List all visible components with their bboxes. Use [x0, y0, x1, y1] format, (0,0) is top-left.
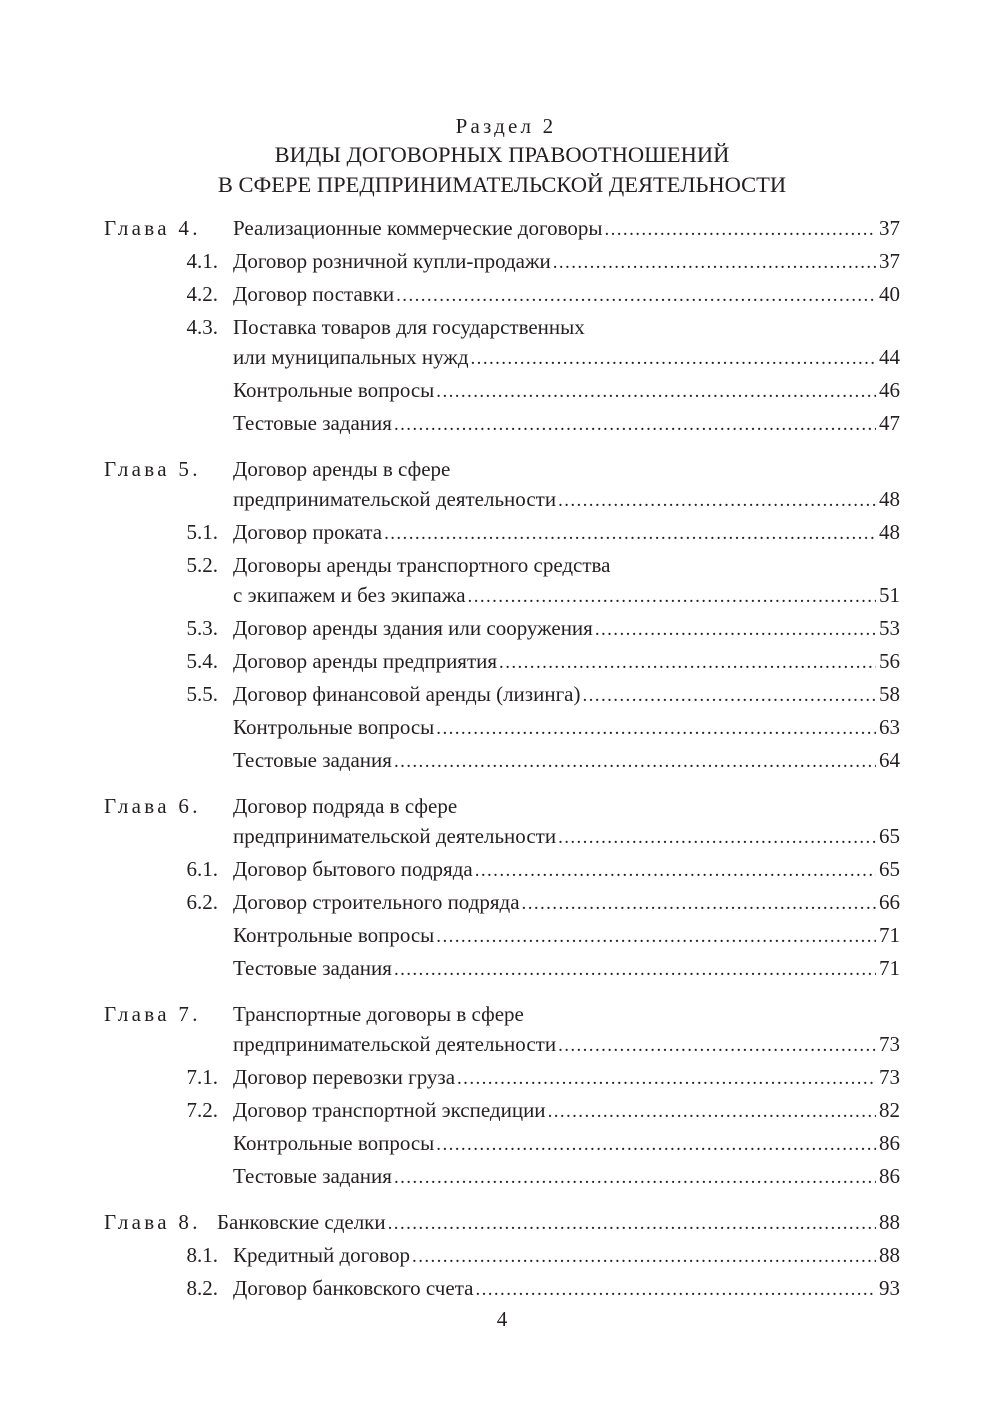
entry-title: Договор розничной купли-продажи [233, 249, 551, 273]
dot-leader [384, 519, 876, 549]
table-of-contents [104, 213, 900, 1319]
toc-entry-first-line[interactable] [104, 312, 900, 342]
dot-leader [394, 410, 876, 440]
entry-number: 4.2. [186, 282, 218, 306]
entry-title-line-1: Договоры аренды транспортного средства [233, 553, 611, 577]
page-number: 40 [879, 282, 900, 306]
page-footer-number: 4 [496, 1307, 508, 1331]
dot-leader [394, 747, 876, 777]
chapter-label: Глава 5. [104, 457, 201, 481]
dot-leader [475, 1275, 876, 1305]
toc-entry[interactable] [104, 712, 900, 745]
entry-title: с экипажем и без экипажа [233, 583, 466, 607]
page-number: 56 [879, 649, 900, 673]
entry-title: Контрольные вопросы [233, 378, 435, 402]
entry-title: Договор бытового подряда [233, 857, 473, 881]
chapter-heading[interactable] [104, 484, 900, 517]
section-title-line-1: ВИДЫ ДОГОВОРНЫХ ПРАВООТНОШЕНИЙ [274, 142, 730, 167]
toc-entry[interactable] [104, 613, 900, 646]
entry-number: 4.3. [186, 315, 218, 339]
entry-number: 7.1. [186, 1065, 218, 1089]
section-header [0, 112, 1004, 200]
page-number: 48 [879, 520, 900, 544]
entry-number: 5.2. [186, 553, 218, 577]
toc-entry[interactable] [104, 1128, 900, 1161]
chapter-title: Банковские сделки [217, 1210, 386, 1234]
entry-title: Кредитный договор [233, 1243, 411, 1267]
dot-leader [436, 1130, 876, 1160]
dot-leader [583, 681, 877, 711]
chapter-title: предпринимательской деятельности [233, 824, 557, 848]
entry-title: Договор транспортной экспедиции [233, 1098, 546, 1122]
dot-leader [595, 615, 876, 645]
chapter-title: Реализационные коммерческие договоры [233, 216, 603, 240]
entry-title: Договор аренды предприятия [233, 649, 498, 673]
toc-entry[interactable] [104, 745, 900, 778]
toc-entry[interactable] [104, 854, 900, 887]
dot-leader [457, 1064, 876, 1094]
entry-title: Контрольные вопросы [233, 715, 435, 739]
dot-leader [436, 377, 876, 407]
dot-leader [394, 1163, 876, 1193]
page-number: 64 [879, 748, 900, 772]
page-number: 88 [879, 1243, 900, 1267]
entry-title: Контрольные вопросы [233, 1131, 435, 1155]
toc-entry[interactable] [104, 375, 900, 408]
chapter-label: Глава 7. [104, 1002, 201, 1026]
chapter-label: Глава 8. [104, 1210, 201, 1234]
page-number: 93 [879, 1276, 900, 1300]
chapter-title: предпринимательской деятельности [233, 487, 557, 511]
toc-entry[interactable] [104, 646, 900, 679]
entry-title: Договор поставки [233, 282, 395, 306]
toc-entry[interactable] [104, 580, 900, 613]
toc-entry[interactable] [104, 517, 900, 550]
entry-number: 6.1. [186, 857, 218, 881]
chapter-heading-first-line[interactable] [104, 791, 900, 821]
entry-title: Договор аренды здания или сооружения [233, 616, 593, 640]
entry-title: Тестовые задания [233, 411, 392, 435]
entry-title: Тестовые задания [233, 748, 392, 772]
entry-number: 6.2. [186, 890, 218, 914]
dot-leader [522, 889, 876, 919]
toc-entry[interactable] [104, 887, 900, 920]
toc-entry[interactable] [104, 342, 900, 375]
toc-entry[interactable] [104, 1161, 900, 1194]
entry-title: Договор банковского счета [233, 1276, 474, 1300]
dot-leader [412, 1242, 876, 1272]
entry-title: Договор проката [233, 520, 383, 544]
page-number: 46 [879, 378, 900, 402]
chapter-title: предпринимательской деятельности [233, 1032, 557, 1056]
toc-entry[interactable] [104, 1273, 900, 1306]
page-number: 47 [879, 411, 900, 435]
dot-leader [558, 823, 876, 853]
chapter-heading[interactable] [104, 821, 900, 854]
dot-leader [436, 714, 876, 744]
entry-title: Договор финансовой аренды (лизинга) [233, 682, 581, 706]
toc-entry[interactable] [104, 679, 900, 712]
page-number: 44 [879, 345, 900, 369]
page-number: 58 [879, 682, 900, 706]
chapter-heading[interactable] [104, 213, 900, 246]
toc-entry[interactable] [104, 953, 900, 986]
page-number: 63 [879, 715, 900, 739]
section-label: Раздел 2 [455, 114, 557, 138]
page-number: 66 [879, 890, 900, 914]
chapter-label: Глава 4. [104, 216, 201, 240]
toc-entry[interactable] [104, 408, 900, 441]
entry-title: Тестовые задания [233, 956, 392, 980]
dot-leader [553, 248, 876, 278]
dot-leader [468, 582, 876, 612]
entry-title: Договор перевозки груза [233, 1065, 456, 1089]
chapter-heading-first-line[interactable] [104, 999, 900, 1029]
toc-entry[interactable] [104, 1062, 900, 1095]
chapter-label: Глава 6. [104, 794, 201, 818]
page-number: 65 [879, 824, 900, 848]
dot-leader [396, 281, 876, 311]
entry-number: 5.5. [186, 682, 218, 706]
page-number: 73 [879, 1032, 900, 1056]
chapter-6 [104, 791, 900, 986]
entry-number: 8.1. [186, 1243, 218, 1267]
page-number: 82 [879, 1098, 900, 1122]
chapter-heading[interactable] [104, 1207, 900, 1240]
dot-leader [499, 648, 876, 678]
chapter-title-line-1: Договор аренды в сфере [233, 457, 451, 481]
dot-leader [471, 344, 876, 374]
toc-entry[interactable] [104, 246, 900, 279]
page-number: 37 [879, 249, 900, 273]
dot-leader [388, 1209, 876, 1239]
chapter-heading-first-line[interactable] [104, 454, 900, 484]
chapter-title-line-1: Договор подряда в сфере [233, 794, 458, 818]
dot-leader [558, 486, 876, 516]
toc-entry[interactable] [104, 1095, 900, 1128]
chapter-4 [104, 213, 900, 441]
page-number: 88 [879, 1210, 900, 1234]
entry-number: 4.1. [186, 249, 218, 273]
toc-entry[interactable] [104, 920, 900, 953]
entry-title: Тестовые задания [233, 1164, 392, 1188]
page-number: 86 [879, 1131, 900, 1155]
page-number: 86 [879, 1164, 900, 1188]
page-number: 37 [879, 216, 900, 240]
page-number: 48 [879, 487, 900, 511]
dot-leader [394, 955, 876, 985]
chapter-8 [104, 1207, 900, 1306]
entry-number: 5.3. [186, 616, 218, 640]
page-number: 65 [879, 857, 900, 881]
dot-leader [475, 856, 876, 886]
entry-number: 5.4. [186, 649, 218, 673]
entry-number: 8.2. [186, 1276, 218, 1300]
entry-title-line-1: Поставка товаров для государственных [233, 315, 585, 339]
page-number: 71 [879, 923, 900, 947]
toc-entry[interactable] [104, 1240, 900, 1273]
entry-title: Договор строительного подряда [233, 890, 520, 914]
entry-number: 5.1. [186, 520, 218, 544]
page-number: 71 [879, 956, 900, 980]
dot-leader [604, 215, 876, 245]
dot-leader [558, 1031, 876, 1061]
page-number: 51 [879, 583, 900, 607]
page-number: 73 [879, 1065, 900, 1089]
entry-title: Контрольные вопросы [233, 923, 435, 947]
entry-number: 7.2. [186, 1098, 218, 1122]
page-number: 53 [879, 616, 900, 640]
toc-entry-first-line[interactable] [104, 550, 900, 580]
dot-leader [548, 1097, 876, 1127]
section-title-line-2: В СФЕРЕ ПРЕДПРИНИМАТЕЛЬСКОЙ ДЕЯТЕЛЬНОСТИ [217, 172, 787, 197]
toc-entry[interactable] [104, 279, 900, 312]
entry-title: или муниципальных нужд [233, 345, 469, 369]
chapter-heading[interactable] [104, 1029, 900, 1062]
chapter-5 [104, 454, 900, 778]
dot-leader [436, 922, 876, 952]
chapter-title-line-1: Транспортные договоры в сфере [233, 1002, 524, 1026]
chapter-7 [104, 999, 900, 1194]
